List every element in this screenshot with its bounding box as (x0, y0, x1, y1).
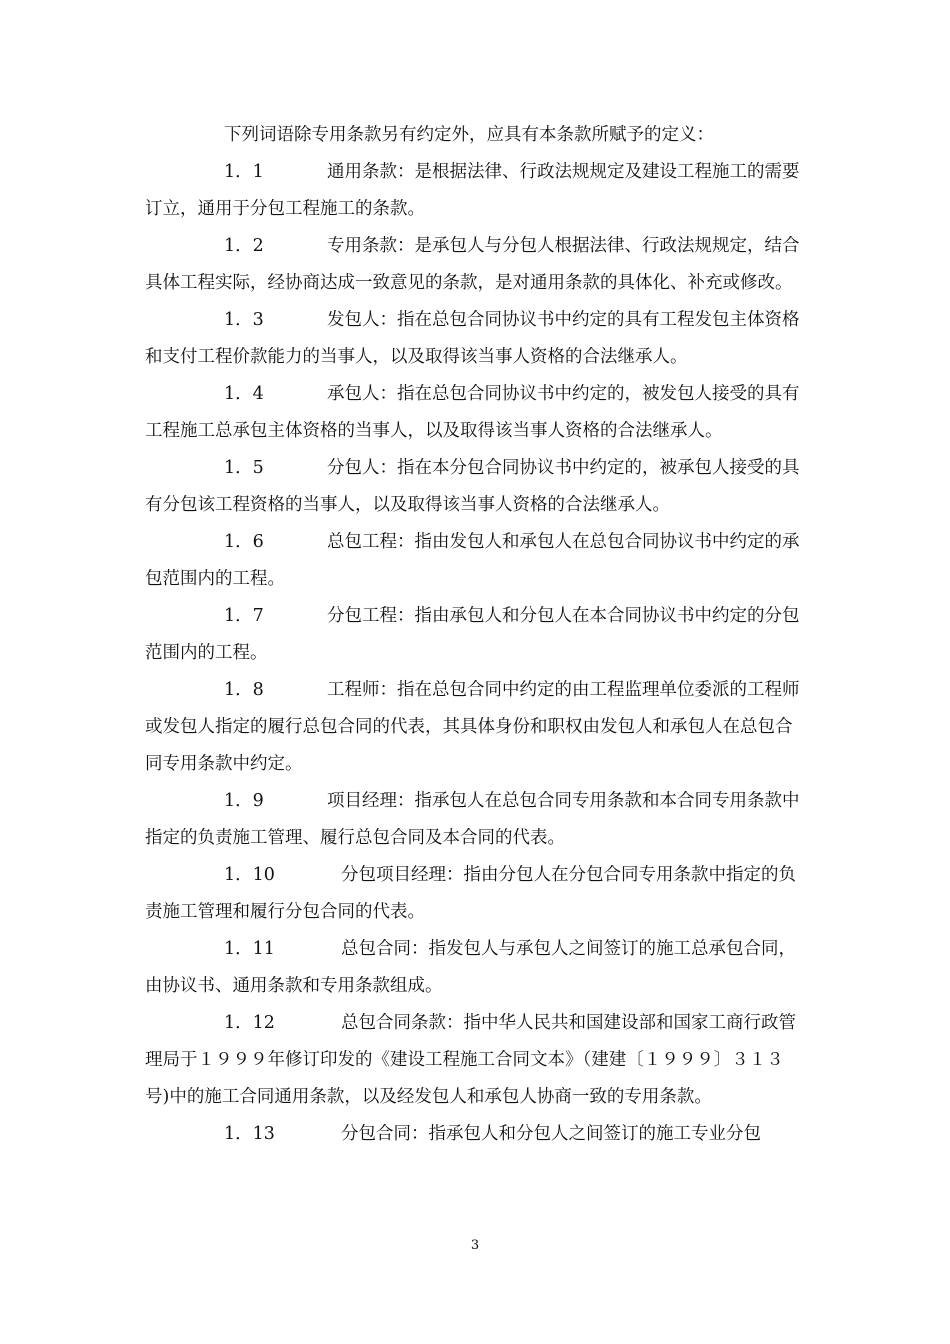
clause-text: 总包合同：指发包人与承包人之间签订的施工总承包合同，由协议书、通用条款和专用条款组成。 (145, 939, 796, 996)
clause-paragraph (145, 450, 808, 524)
clause-paragraph (145, 228, 808, 302)
clause-paragraph (145, 783, 808, 857)
clause-number: 1．9 (224, 791, 264, 811)
clause-text: 通用条款：是根据法律、行政法规规定及建设工程施工的需要订立，通用于分包工程施工的条款。 (145, 162, 800, 219)
clause-text: 承包人：指在总包合同协议书中约定的，被发包人接受的具有工程施工总承包主体资格的当事人，以及取得该当事人资格的合法继承人。 (145, 384, 800, 441)
intro-paragraph: 下列词语除专用条款另有约定外，应具有本条款所赋予的定义： (224, 125, 714, 145)
document-body (145, 117, 808, 1153)
clause-paragraph (145, 524, 808, 598)
clause-paragraph (145, 1116, 808, 1153)
clause-text: 工程师：指在总包合同中约定的由工程监理单位委派的工程师或发包人指定的履行总包合同的代表，其具体身份和职权由发包人和承包人在总包合同专用条款中约定。 (145, 680, 800, 774)
clause-text: 项目经理：指承包人在总包合同专用条款和本合同专用条款中指定的负责施工管理、履行总包合同及本合同的代表。 (145, 791, 800, 848)
clause-paragraph (145, 376, 808, 450)
clause-text: 分包项目经理：指由分包人在分包合同专用条款中指定的负责施工管理和履行分包合同的代表。 (145, 865, 796, 922)
page-number: 3 (470, 1238, 480, 1253)
clause-number: 1．5 (224, 458, 264, 478)
clause-text: 分包人：指在本分包合同协议书中约定的，被承包人接受的具有分包该工程资格的当事人，以及取得该当事人资格的合法继承人。 (145, 458, 800, 515)
clause-number: 1．1 (224, 162, 264, 182)
clause-text: 分包合同：指承包人和分包人之间签订的施工专业分包 (341, 1124, 761, 1144)
clause-paragraph (145, 302, 808, 376)
clause-number: 1．3 (224, 310, 264, 330)
clause-number: 1．6 (224, 532, 264, 552)
clause-number: 1．7 (224, 606, 264, 626)
clause-text: 专用条款：是承包人与分包人根据法律、行政法规规定，结合具体工程实际，经协商达成一致意见的条款，是对通用条款的具体化、补充或修改。 (145, 236, 800, 293)
clause-paragraph (145, 931, 808, 1005)
clause-number: 1．8 (224, 680, 264, 700)
clause-paragraph (145, 857, 808, 931)
clause-text: 分包工程：指由承包人和分包人在本合同协议书中约定的分包范围内的工程。 (145, 606, 800, 663)
clause-text: 总包工程：指由发包人和承包人在总包合同协议书中约定的承包范围内的工程。 (145, 532, 800, 589)
clause-text: 总包合同条款：指中华人民共和国建设部和国家工商行政管理局于１９９９年修订印发的《建设工程施工合同文本》（建建〔１９９９〕３１３号)中的施工合同通用条款，以及经发包人和承包人协商一致的专用条款。 (145, 1013, 796, 1107)
clause-paragraph (145, 598, 808, 672)
clause-paragraph (145, 154, 808, 228)
clause-number: 1．2 (224, 236, 264, 256)
clause-number: 1．12 (224, 1013, 275, 1033)
clause-number: 1．4 (224, 384, 264, 404)
clause-number: 1．10 (224, 865, 275, 885)
clause-paragraph (145, 672, 808, 783)
clause-paragraph (145, 1005, 808, 1116)
clause-number: 1．13 (224, 1124, 275, 1144)
clause-text: 发包人：指在总包合同协议书中约定的具有工程发包主体资格和支付工程价款能力的当事人，以及取得该当事人资格的合法继承人。 (145, 310, 800, 367)
clause-number: 1．11 (224, 939, 275, 959)
